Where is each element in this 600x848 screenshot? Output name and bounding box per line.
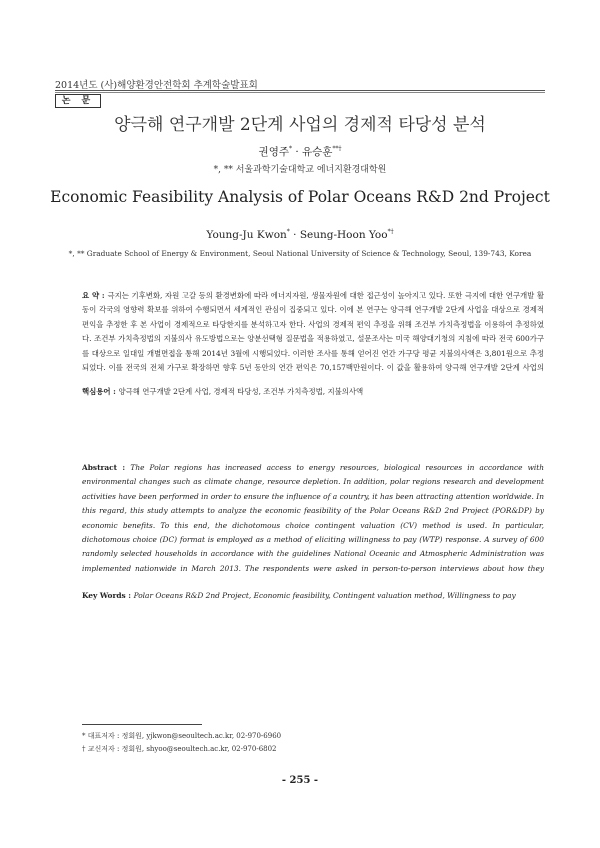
- footnote-rule: [82, 724, 202, 725]
- abstract-english: [82, 461, 544, 576]
- page-number: - 255 -: [281, 775, 319, 786]
- author-2-ko-mark: **†: [332, 145, 342, 153]
- author-2-en: Seung-Hoon Yoo: [299, 229, 388, 241]
- author-2-ko: 유승훈: [302, 146, 333, 158]
- paper-type-badge: 논 문: [55, 94, 101, 108]
- title-korean: 양극해 연구개발 2단계 사업의 경제적 타당성 분석: [114, 115, 486, 135]
- abstract-english-label: Abstract :: [82, 463, 131, 472]
- abstract-korean-label: 요 약 :: [82, 291, 108, 300]
- authors-english: [0, 229, 600, 241]
- header-rule-thin: [55, 92, 545, 93]
- keywords-korean-text: 양극해 연구개발 2단계 사업, 경제적 타당성, 조건부 가치측정법, 지불의사액: [118, 387, 364, 396]
- keywords-korean-label: 핵심용어 :: [82, 387, 119, 396]
- abstract-english-text: The Polar regions has increased access to energy resources, biological resources in accordance with environmental changes such as climate change, resource depletion. In addition, polar regions research and development activities have been performed in order to ensure the influence of a country, it has been attracting attention worldwide. In this regard, this study attempts to analyze the economic feasibility of the Polar Oceans R&D 2nd Project (POR&DP) by economic benefits. To this end, the dichotomous choice contingent valuation (CV) method is used. In particular, dichotomous choice (DC) format is employed as a method of eliciting willingness to pay (WTP) response. A survey of 600 randomly selected households in accordance with the guidelines National Oceanic and Atmospheric Administration was implemented nationwide in March 2013. The respondents were asked in person-to-person interviews about how they: [82, 463, 544, 573]
- author-separator-ko: ·: [291, 146, 302, 158]
- author-1-ko-mark: *: [288, 145, 292, 153]
- affiliation-korean: *, ** 서울과학기술대학교 에너지환경대학원: [213, 165, 387, 175]
- abstract-korean: [82, 289, 544, 375]
- keywords-english: [82, 589, 544, 603]
- header-rule: [55, 90, 545, 91]
- author-1-en-mark: *: [286, 228, 290, 236]
- authors-korean: [0, 144, 600, 159]
- footnote-lead-author: * 대표저자 : 정회원, yjkwon@seoultech.ac.kr, 02-970-6960: [82, 732, 282, 740]
- keywords-english-text: Polar Oceans R&D 2nd Project, Economic feasibility, Contingent valuation method, Willingness to pay: [133, 591, 516, 600]
- footnote-corresponding-author: † 교신저자 : 정회원, shyoo@seoultech.ac.kr, 02-970-6802: [82, 745, 277, 753]
- author-1-ko: 권영주: [258, 146, 289, 158]
- title-english: Economic Feasibility Analysis of Polar Oceans R&D 2nd Project: [50, 188, 550, 206]
- affiliation-english: *, ** Graduate School of Energy & Environment, Seoul National University of Science & Technology, Seoul, 139-743, Korea: [68, 249, 532, 258]
- abstract-korean-text: 극지는 기후변화, 자원 고갈 등의 환경변화에 따라 에너지자원, 생물자원에 대한 접근성이 높아지고 있다. 또한 극지에 대한 연구개발 활동이 각국의 영향력 확보를 위하여 수행되면서 세계적인 관심이 집중되고 있다. 이에 본 연구는 양극해 연구개발 2단계 사업을 대상으로 경제적 편익을 추정한 후 본 사업이 경제적으로 타당한지를 분석하고자 한다. 사업의 경제적 편익 추정을 위해 조건부 가치측정법을 이용하여 추정하였다. 조건부 가치측정법의 지불의사 유도방법으로는 양분선택형 질문법을 적용하였고, 설문조사는 미국 해양대기청의 지침에 따라 전국 600가구를 대상으로 일대일 개별면접을 통해 2014년 3월에 시행되었다. 이러한 조사를 통해 얻어진 연간 가구당 평균 지불의사액은 3,801원으로 추정되었다. 이를 전국의 전체 가구로 확장하면 향후 5년 동안의 연간 편익은 70,157백만원이다. 이 값을 활용하여 양극해 연구개발 2단계 사업의: [82, 291, 544, 373]
- conference-header: 2014년도 (사)해양환경안전학회 추계학술발표회: [55, 80, 258, 91]
- author-1-en: Young-Ju Kwon: [206, 229, 287, 241]
- keywords-korean: [82, 385, 544, 399]
- author-separator-en: ·: [289, 229, 300, 241]
- keywords-english-label: Key Words :: [82, 591, 134, 600]
- author-2-en-mark: *†: [387, 228, 394, 236]
